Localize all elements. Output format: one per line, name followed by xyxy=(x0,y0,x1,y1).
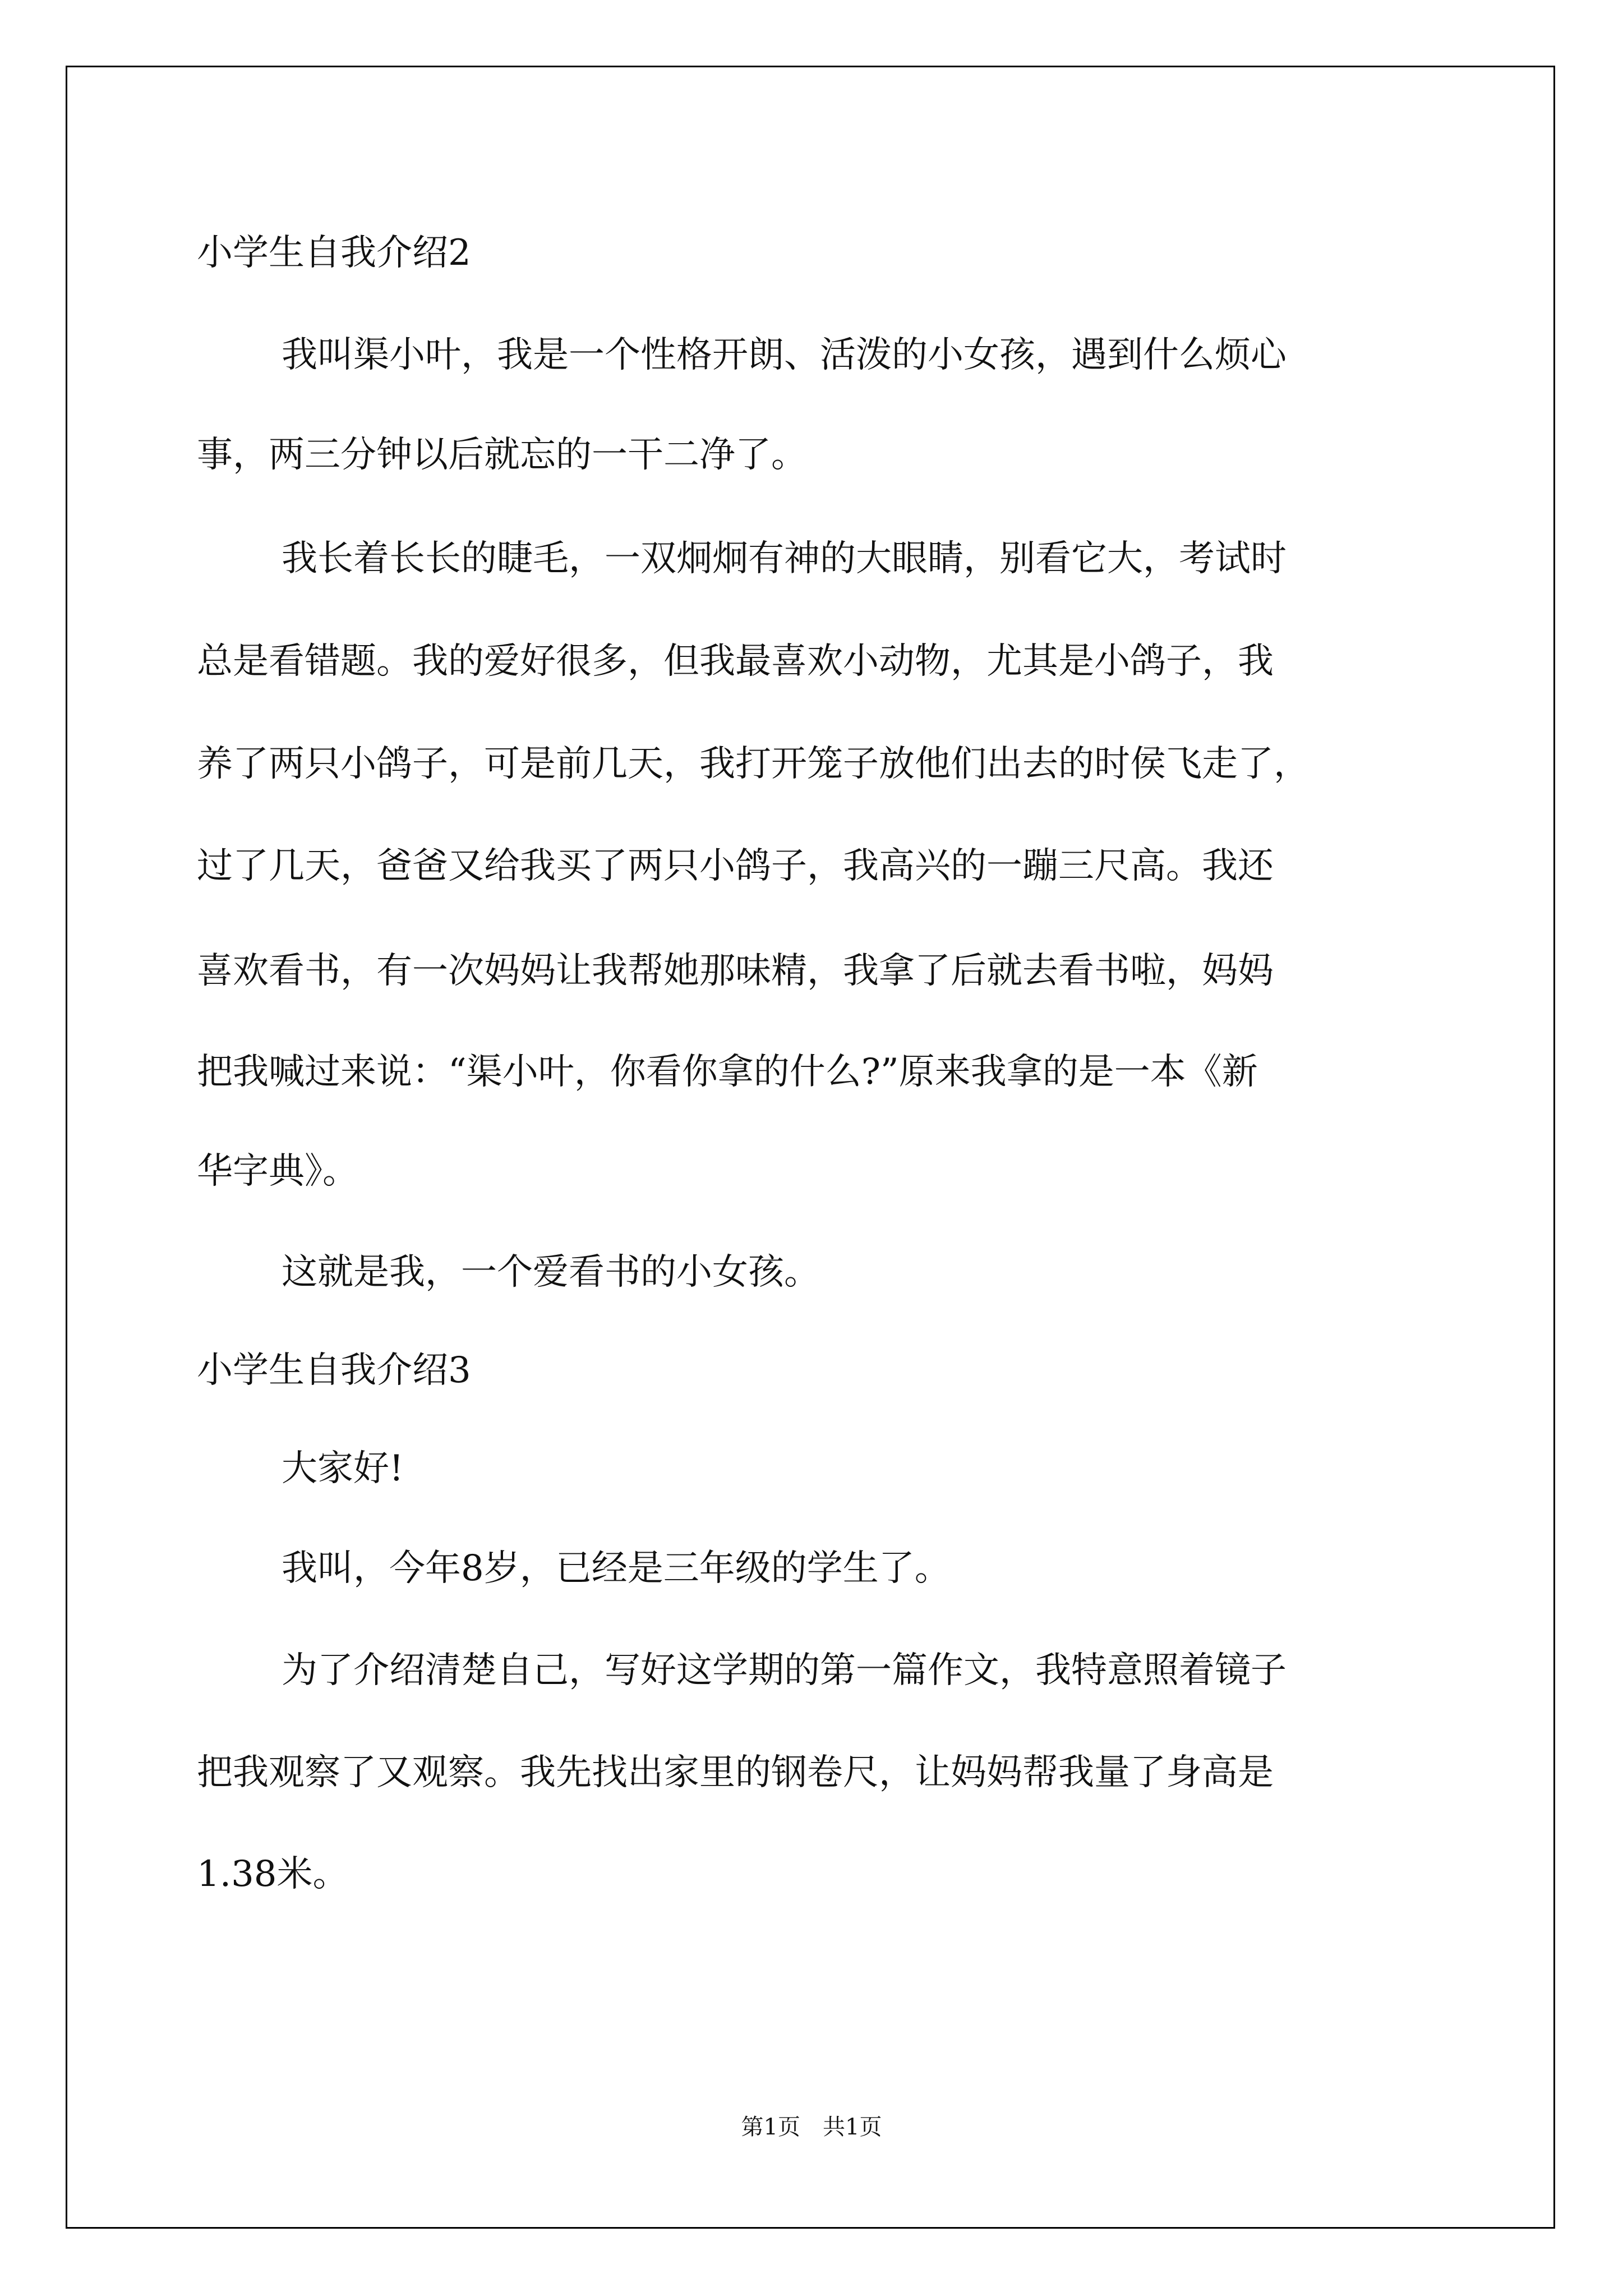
paragraph-line: 我长着长长的睫毛，一双炯炯有神的大眼睛，别看它大，考试时 xyxy=(282,538,1287,579)
paragraph-line: 喜欢看书，有一次妈妈让我帮她那味精，我拿了后就去看书啦，妈妈 xyxy=(197,950,1274,992)
section-heading: 小学生自我介绍2 xyxy=(197,232,471,274)
paragraph-line: 这就是我，一个爱看书的小女孩。 xyxy=(282,1251,820,1293)
paragraph-line: 为了介绍清楚自己，写好这学期的第一篇作文，我特意照着镜子 xyxy=(282,1650,1287,1691)
paragraph-line: 大家好! xyxy=(282,1448,404,1489)
paragraph-line: 我叫渠小叶，我是一个性格开朗、活泼的小女孩，遇到什么烦心 xyxy=(282,334,1287,376)
paragraph-line: 过了几天，爸爸又给我买了两只小鸽子，我高兴的一蹦三尺高。我还 xyxy=(197,845,1274,887)
paragraph-line: 事，两三分钟以后就忘的一干二净了。 xyxy=(197,434,807,476)
paragraph-line: 把我喊过来说：“渠小叶，你看你拿的什么?”原来我拿的是一本《新 xyxy=(197,1051,1258,1093)
paragraph-line: 总是看错题。我的爱好很多，但我最喜欢小动物，尤其是小鸽子，我 xyxy=(197,641,1274,682)
page-footer: 第1页 共1页 xyxy=(741,2114,882,2140)
paragraph-line: 华字典》。 xyxy=(197,1151,358,1192)
paragraph-line: 把我观察了又观察。我先找出家里的钢卷尺，让妈妈帮我量了身高是 xyxy=(197,1752,1274,1793)
paragraph-line: 养了两只小鸽子，可是前几天，我打开笼子放他们出去的时侯飞走了， xyxy=(197,743,1310,785)
section-heading: 小学生自我介绍3 xyxy=(197,1350,471,1391)
paragraph-line: 我叫，今年8岁，已经是三年级的学生了。 xyxy=(282,1548,951,1589)
paragraph-line: 1.38米。 xyxy=(197,1853,349,1895)
